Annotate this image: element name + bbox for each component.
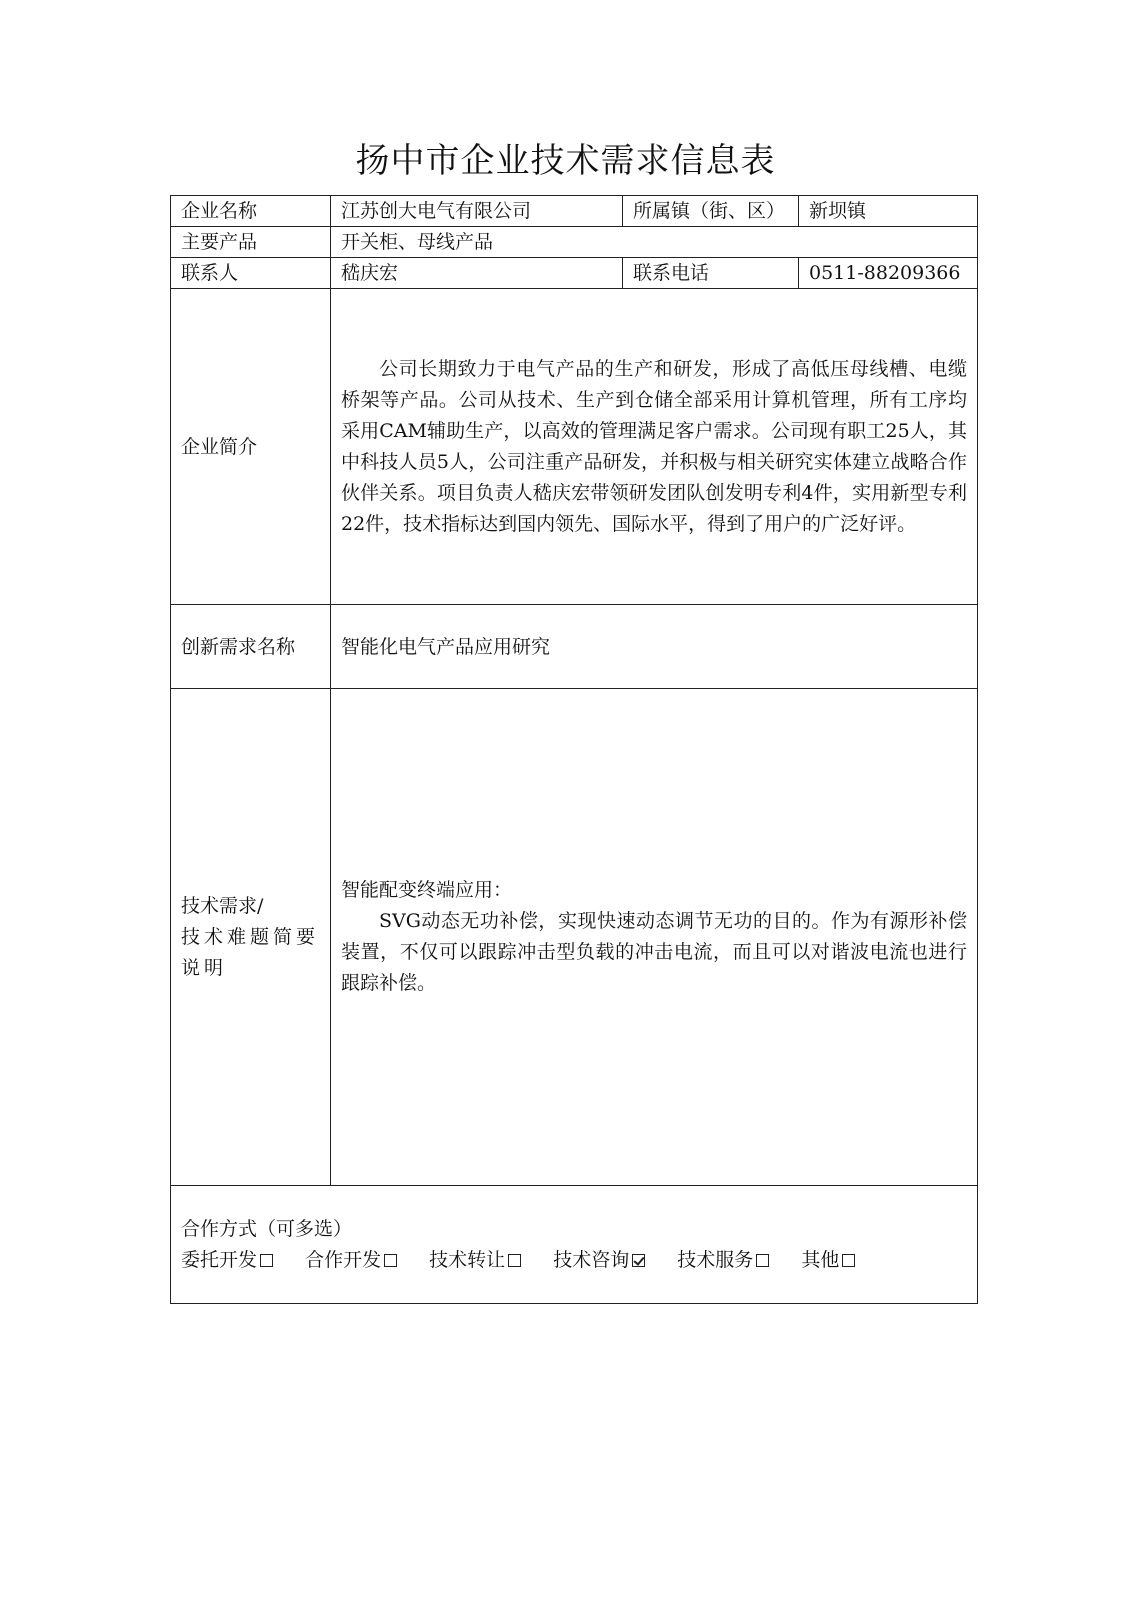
row-demand-name [171, 605, 978, 689]
option-label: 委托开发 [181, 1248, 258, 1271]
option-label: 其他 [801, 1248, 840, 1271]
row-products [171, 227, 978, 258]
contact-label: 联系人 [171, 258, 331, 289]
option-commissioned-dev[interactable] [181, 1245, 273, 1276]
row-tech-demand [171, 689, 978, 1186]
tech-heading: 智能配变终端应用： [341, 879, 513, 901]
tech-desc-cell [331, 689, 978, 1186]
intro-text: 公司长期致力于电气产品的生产和研发，形成了高低压母线槽、电缆桥架等产品。公司从技术、生产到仓储全部采用计算机管理，所有工序均采用CAM辅助生产，以高效的管理满足客户需求。公司现有职工25人，其中科技人员5人，公司注重产品研发，并积极与相关研究实体建立战略合作伙伴关系。项目负责人嵇庆宏带领研发团队创发明专利4件，实用新型专利22件，技术指标达到国内领先、国际水平，得到了用户的广泛好评。 [341, 357, 967, 535]
tech-demand-form [170, 195, 978, 1304]
tech-label-cell [171, 689, 331, 1186]
contact-value: 嵇庆宏 [331, 258, 623, 289]
tech-label-line1: 技术需求/ [181, 894, 264, 917]
cooperation-cell [171, 1186, 978, 1304]
cooperation-title: 合作方式（可多选） [181, 1217, 353, 1240]
checkbox-icon[interactable] [384, 1254, 397, 1267]
row-cooperation [171, 1186, 978, 1304]
tech-label-line2: 技术难题简要说明 [181, 925, 320, 979]
option-tech-consulting[interactable] [553, 1245, 645, 1276]
row-contact [171, 258, 978, 289]
option-tech-transfer[interactable] [429, 1245, 521, 1276]
phone-label: 联系电话 [623, 258, 799, 289]
phone-value: 0511-88209366 [799, 258, 978, 289]
checkbox-icon[interactable] [260, 1254, 273, 1267]
option-label: 合作开发 [305, 1248, 382, 1271]
form-title: 扬中市企业技术需求信息表 [355, 141, 776, 181]
company-label: 企业名称 [171, 196, 331, 227]
town-label: 所属镇（街、区） [623, 196, 799, 227]
checkbox-icon[interactable] [842, 1254, 855, 1267]
checked-checkbox-icon[interactable] [632, 1254, 645, 1267]
checkbox-icon[interactable] [756, 1254, 769, 1267]
row-company [171, 196, 978, 227]
products-label: 主要产品 [171, 227, 331, 258]
row-intro [171, 289, 978, 605]
intro-label: 企业简介 [171, 289, 331, 605]
tech-text: SVG动态无功补偿，实现快速动态调节无功的目的。作为有源形补偿装置，不仅可以跟踪冲击型负载的冲击电流，而且可以对谐波电流也进行跟踪补偿。 [341, 910, 967, 994]
products-value: 开关柜、母线产品 [331, 227, 978, 258]
option-label: 技术咨询 [553, 1248, 630, 1271]
option-tech-service[interactable] [677, 1245, 769, 1276]
option-joint-dev[interactable] [305, 1245, 397, 1276]
town-value: 新坝镇 [799, 196, 978, 227]
checkbox-icon[interactable] [508, 1254, 521, 1267]
option-other[interactable] [801, 1245, 855, 1276]
intro-cell [331, 289, 978, 605]
demand-name-value: 智能化电气产品应用研究 [331, 605, 978, 689]
option-label: 技术服务 [677, 1248, 754, 1271]
option-label: 技术转让 [429, 1248, 506, 1271]
demand-name-label: 创新需求名称 [171, 605, 331, 689]
company-value: 江苏创大电气有限公司 [331, 196, 623, 227]
cooperation-options [181, 1245, 967, 1276]
